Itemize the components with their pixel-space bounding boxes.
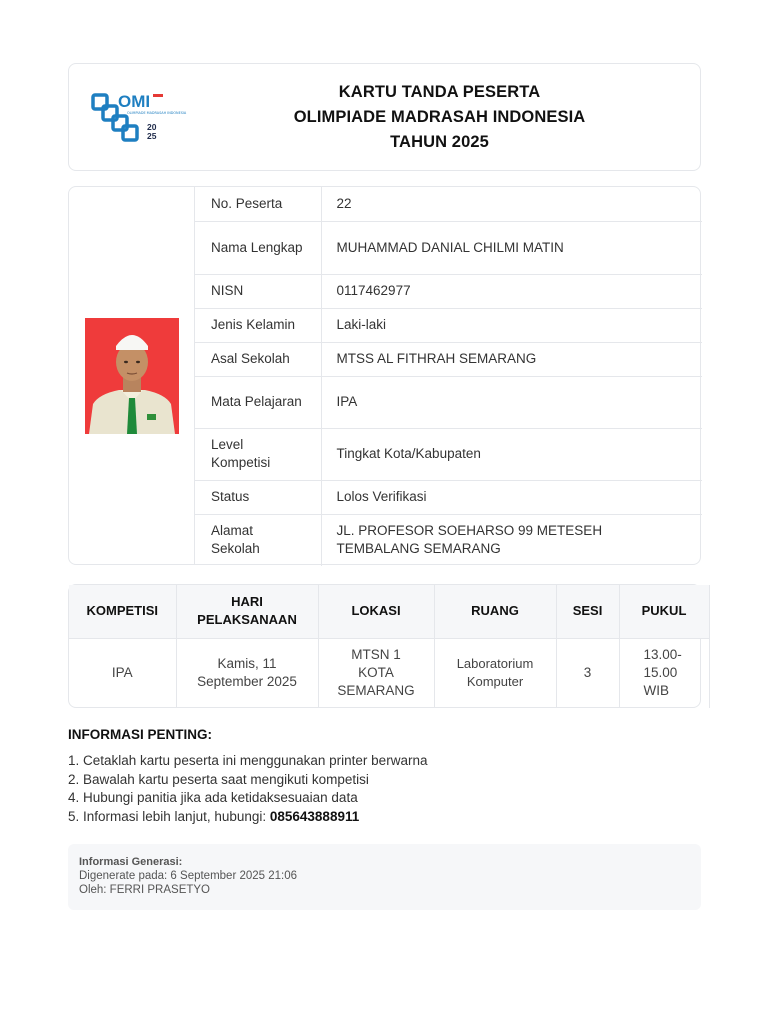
header-pukul: PUKUL [619, 585, 709, 638]
logo-text: OMI [118, 92, 151, 111]
info-row-nama [195, 221, 702, 274]
important-info [68, 727, 701, 826]
title-line-2: OLIMPIADE MADRASAH INDONESIA [293, 108, 586, 126]
info-row-no-peserta [195, 187, 702, 221]
generation-date: Digenerate pada: 6 September 2025 21:06 [79, 870, 298, 882]
label-mata-pelajaran: Mata Pelajaran [195, 376, 321, 428]
cell-pukul: 13.00-15.00 WIB [619, 638, 709, 708]
generation-info [68, 844, 701, 910]
header-sesi: SESI [556, 585, 619, 638]
important-item-contact [68, 808, 701, 827]
value-asal-sekolah: MTSS AL FITHRAH SEMARANG [321, 342, 702, 376]
info-row-status [195, 480, 702, 514]
value-nisn: 0117462977 [321, 274, 702, 308]
logo-year-top: 20 [147, 122, 157, 132]
contact-phone: 085643888911 [269, 808, 360, 824]
cell-ruang: Laboratorium Komputer [434, 638, 556, 708]
schedule-table [69, 585, 710, 708]
info-row-asal-sekolah [195, 342, 702, 376]
label-level: Level Kompetisi [195, 428, 321, 480]
info-row-level [195, 428, 702, 480]
info-row-nisn [195, 274, 702, 308]
cell-hari: Kamis, 11 September 2025 [176, 638, 318, 708]
value-mata-pelajaran: IPA [321, 376, 702, 428]
header-hari: HARI PELAKSANAAN [176, 585, 318, 638]
important-heading: INFORMASI PENTING: [68, 727, 212, 742]
label-no-peserta: No. Peserta [195, 187, 321, 221]
card-header [68, 63, 701, 171]
cell-lokasi: MTSN 1 KOTA SEMARANG [318, 638, 434, 708]
label-jenis-kelamin: Jenis Kelamin [195, 308, 321, 342]
info-row-alamat [195, 514, 702, 566]
header-ruang: RUANG [434, 585, 556, 638]
logo-subtext: OLIMPIADE MADRASAH INDONESIA [127, 111, 187, 115]
schedule-header-row [69, 585, 709, 638]
contact-prefix: 5. Informasi lebih lanjut, hubungi: [68, 808, 270, 824]
omi-logo [91, 92, 187, 144]
schedule-card [68, 584, 701, 708]
value-alamat: JL. PROFESOR SOEHARSO 99 METESEH TEMBALANG SEMARANG [336, 523, 603, 557]
participant-info-card [68, 186, 701, 565]
info-row-jenis-kelamin [195, 308, 702, 342]
important-item: 4. Hubungi panitia jika ada ketidaksesuaian data [68, 790, 358, 805]
label-nisn: NISN [195, 274, 321, 308]
cell-sesi: 3 [556, 638, 619, 708]
generation-heading: Informasi Generasi: [79, 856, 183, 868]
label-asal-sekolah: Asal Sekolah [195, 342, 321, 376]
label-alamat: Alamat Sekolah [195, 514, 321, 566]
header-lokasi: LOKASI [318, 585, 434, 638]
value-no-peserta: 22 [321, 187, 702, 221]
schedule-row [69, 638, 709, 708]
value-jenis-kelamin: Laki-laki [321, 308, 702, 342]
participant-photo [85, 318, 179, 434]
title-line-1: KARTU TANDA PESERTA [338, 83, 541, 101]
value-status: Lolos Verifikasi [321, 480, 702, 514]
value-nama: MUHAMMAD DANIAL CHILMI MATIN [321, 221, 702, 274]
title-line-3: TAHUN 2025 [390, 133, 489, 151]
participant-table [195, 187, 702, 566]
card-title [179, 80, 700, 155]
logo-year-bottom: 25 [147, 131, 157, 141]
important-item: 2. Bawalah kartu peserta saat mengikuti kompetisi [68, 771, 369, 787]
cell-kompetisi: IPA [69, 638, 176, 708]
value-level: Tingkat Kota/Kabupaten [321, 428, 702, 480]
label-nama: Nama Lengkap [195, 221, 321, 274]
header-kompetisi: KOMPETISI [69, 585, 176, 638]
important-list [68, 752, 701, 826]
generation-by: Oleh: FERRI PRASETYO [79, 884, 211, 896]
photo-column [69, 187, 195, 564]
label-status: Status [195, 480, 321, 514]
important-item: 1. Cetaklah kartu peserta ini menggunakan printer berwarna [68, 753, 428, 768]
info-row-mata-pelajaran [195, 376, 702, 428]
